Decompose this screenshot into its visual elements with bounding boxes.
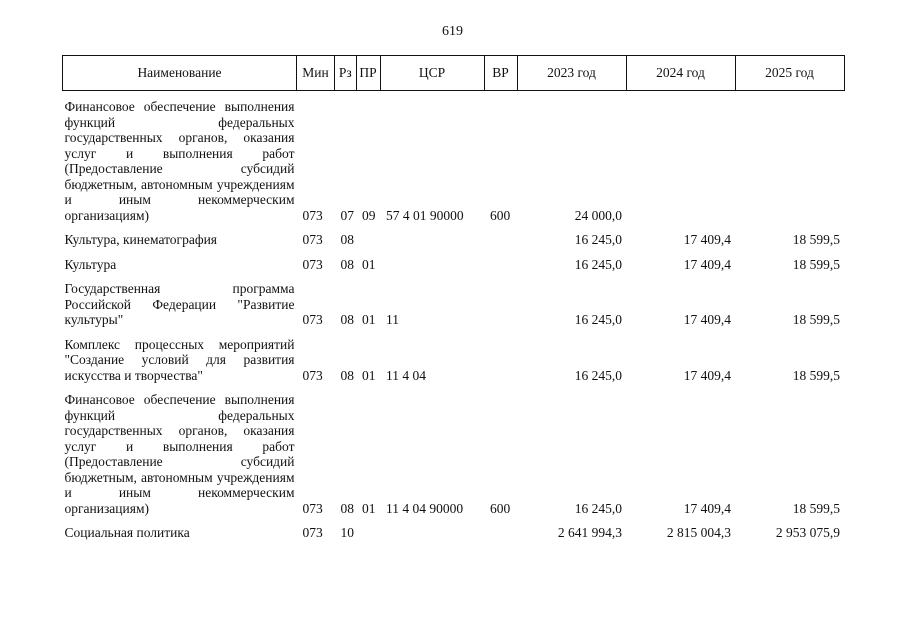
- cell-min: 073: [302, 367, 323, 383]
- cell-csr: 11 4 04 90000: [386, 500, 464, 516]
- cell-csr: 11 4 04: [386, 367, 426, 383]
- cell-2023: 24 000,0: [574, 207, 622, 223]
- row-spacer: [63, 91, 845, 100]
- cell-rz: 08: [340, 256, 354, 272]
- cell-pr: 09: [362, 207, 376, 223]
- cell-pr: 01: [362, 500, 376, 516]
- cell-vr: 600: [490, 207, 511, 223]
- row-spacer: [63, 517, 845, 525]
- cell-rz: 08: [340, 312, 354, 327]
- cell-2024: [626, 99, 735, 224]
- cell-2023: 16 245,0: [574, 256, 622, 272]
- table-header: [63, 56, 845, 91]
- cell-min: 073: [302, 256, 323, 272]
- row-spacer: [63, 329, 845, 337]
- cell-vr: [484, 232, 517, 249]
- cell-2024: 2 815 004,3: [666, 525, 731, 540]
- cell-csr: [380, 257, 484, 274]
- cell-csr: 11: [386, 312, 399, 327]
- cell-min: 073: [302, 232, 323, 247]
- cell-pr: 01: [362, 312, 376, 327]
- header-2025: 2025 год: [735, 56, 844, 91]
- cell-name: Культура: [64, 256, 117, 272]
- header-2024: 2024 год: [626, 56, 735, 91]
- page-number: 619: [442, 24, 463, 39]
- table-row: [63, 232, 845, 249]
- cell-2023: 16 245,0: [574, 367, 622, 383]
- cell-2023: 16 245,0: [574, 232, 622, 247]
- cell-2025: 18 599,5: [792, 367, 840, 383]
- cell-name: Социальная политика: [64, 525, 190, 540]
- cell-2025: 18 599,5: [792, 500, 840, 516]
- row-spacer-cell: [63, 517, 845, 525]
- cell-vr: [484, 337, 517, 385]
- header-name: Наименование: [63, 56, 297, 91]
- row-spacer: [63, 224, 845, 232]
- cell-vr: [484, 257, 517, 274]
- row-spacer-cell: [63, 384, 845, 392]
- row-spacer-cell: [63, 273, 845, 281]
- cell-vr: 600: [490, 500, 511, 516]
- row-spacer-cell: [63, 91, 845, 100]
- row-spacer: [63, 384, 845, 392]
- header-min: Мин: [297, 56, 335, 91]
- cell-vr: [484, 525, 517, 542]
- cell-2025: 18 599,5: [792, 256, 840, 272]
- cell-pr: 01: [362, 367, 376, 383]
- cell-rz: 07: [340, 207, 354, 223]
- cell-2024: 17 409,4: [683, 256, 731, 272]
- cell-name: Культура, кинематография: [64, 232, 218, 247]
- row-spacer-cell: [63, 329, 845, 337]
- header-pr: ПР: [356, 56, 380, 91]
- cell-pr: [356, 232, 380, 249]
- table-body: [63, 91, 845, 542]
- cell-name: Финансовое обеспечение выполнения функций федеральных государственных органов, оказания услуг и выполнения работ (Предоставление субсидий бюджетным, автономным учреждениям и иным некоммерческим организациям): [64, 392, 295, 516]
- cell-rz: 08: [340, 232, 354, 247]
- cell-pr: 01: [362, 256, 376, 272]
- cell-2025: [735, 99, 844, 224]
- cell-2025: 18 599,5: [792, 312, 840, 327]
- table-row: [63, 99, 845, 224]
- cell-2025: 18 599,5: [792, 232, 840, 247]
- cell-min: 073: [302, 207, 323, 223]
- table-row: [63, 257, 845, 274]
- budget-table: [62, 55, 845, 542]
- header-2023: 2023 год: [517, 56, 626, 91]
- cell-2025: 2 953 075,9: [775, 525, 840, 540]
- cell-csr: [380, 232, 484, 249]
- cell-2023: 16 245,0: [574, 312, 622, 327]
- cell-2024: 17 409,4: [683, 232, 731, 247]
- cell-2023: 2 641 994,3: [557, 525, 622, 540]
- cell-rz: 08: [340, 500, 354, 516]
- cell-name: Государственная программа Российской Федерации "Развитие культуры": [64, 281, 295, 327]
- cell-min: 073: [302, 525, 323, 540]
- cell-name: Комплекс процессных мероприятий "Создание условий для развития искусства и творчества": [64, 336, 295, 383]
- row-spacer-cell: [63, 249, 845, 257]
- cell-name: Финансовое обеспечение выполнения функций федеральных государственных органов, оказания услуг и выполнения работ (Предоставление субсидий бюджетным, автономным учреждениям и иным некоммерческим организациям): [64, 99, 295, 223]
- cell-rz: 10: [340, 525, 354, 540]
- cell-csr: [380, 525, 484, 542]
- cell-min: 073: [302, 500, 323, 516]
- row-spacer: [63, 249, 845, 257]
- row-spacer: [63, 273, 845, 281]
- table-row: [63, 281, 845, 329]
- header-rz: Рз: [335, 56, 357, 91]
- cell-2024: 17 409,4: [683, 312, 731, 327]
- cell-csr: 57 4 01 90000: [386, 207, 464, 223]
- cell-2024: 17 409,4: [683, 367, 731, 383]
- cell-vr: [484, 281, 517, 329]
- header-csr: ЦСР: [380, 56, 484, 91]
- table-row: [63, 525, 845, 542]
- cell-2024: 17 409,4: [683, 500, 731, 516]
- header-vr: ВР: [484, 56, 517, 91]
- cell-pr: [356, 525, 380, 542]
- row-spacer-cell: [63, 224, 845, 232]
- cell-rz: 08: [340, 367, 354, 383]
- table-row: [63, 392, 845, 517]
- cell-min: 073: [302, 312, 323, 327]
- table-row: [63, 337, 845, 385]
- cell-2023: 16 245,0: [574, 500, 622, 516]
